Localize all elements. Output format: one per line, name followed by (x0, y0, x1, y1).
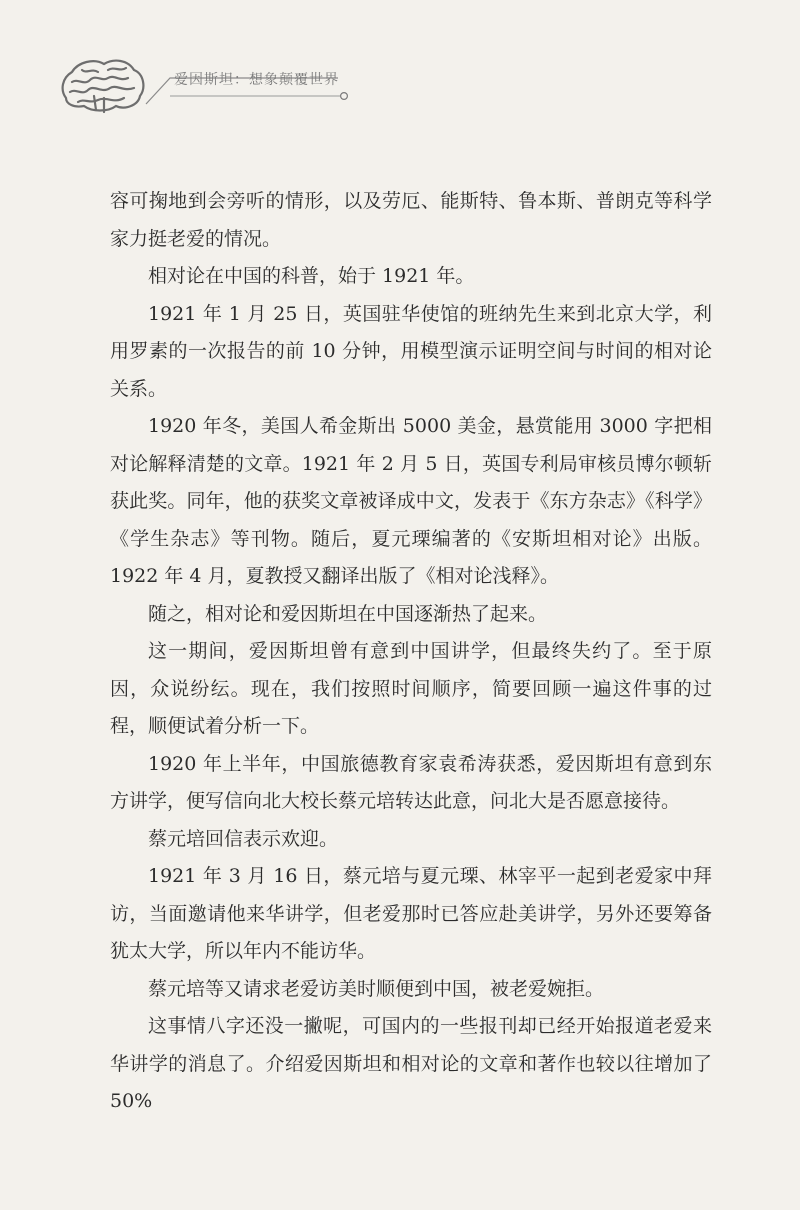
paragraph: 1920 年上半年，中国旅德教育家袁希涛获悉，爱因斯坦有意到东方讲学，便写信向北大校长蔡元培转达此意，问北大是否愿意接待。 (110, 752, 712, 812)
paragraph: 这一期间，爱因斯坦曾有意到中国讲学，但最终失约了。至于原因，众说纷纭。现在，我们按照时间顺序，简要回顾一遍这件事的过程，顺便试着分析一下。 (110, 640, 712, 737)
paragraph: 蔡元培等又请求老爱访美时顺便到中国，被老爱婉拒。 (148, 977, 605, 1000)
paragraph: 这事情八字还没一撇呢，可国内的一些报刊却已经开始报道老爱来华讲学的消息了。介绍爱因斯坦和相对论的文章和著作也较以往增加了 50% (110, 1015, 712, 1112)
paragraph: 1921 年 1 月 25 日，英国驻华使馆的班纳先生来到北京大学，利用罗素的一次报告的前 10 分钟，用模型演示证明空间与时间的相对论关系。 (110, 302, 712, 400)
paragraph: 蔡元培回信表示欢迎。 (148, 827, 339, 850)
paragraph: 1920 年冬，美国人希金斯出 5000 美金，悬赏能用 3000 字把相对论解释清楚的文章。1921 年 2 月 5 日，英国专利局审核员博尔顿斩获此奖。同年，他的获奖文章被译成中文，发表于《东方杂志》《科学》《学生杂志》等刊物。随后，夏元瑮编著的《安斯坦相对论》出版。1922 年 4 月，夏教授又翻译出版了《相对论浅释》。 (110, 415, 712, 587)
paragraph: 容可掬地到会旁听的情形，以及劳厄、能斯特、鲁本斯、普朗克等科学家力挺老爱的情况。 (110, 190, 712, 250)
paragraph: 1921 年 3 月 16 日，蔡元培与夏元瑮、林宰平一起到老爱家中拜访，当面邀请他来华讲学，但老爱那时已答应赴美讲学，另外还要筹备犹太大学，所以年内不能访华。 (110, 865, 712, 962)
body-text (110, 183, 712, 1121)
running-header-title: 爱因斯坦：想象颠覆世界 (174, 72, 339, 88)
paragraph: 随之，相对论和爱因斯坦在中国逐渐热了起来。 (148, 602, 548, 625)
running-header (58, 52, 368, 122)
paragraph: 相对论在中国的科普，始于 1921 年。 (148, 265, 475, 287)
